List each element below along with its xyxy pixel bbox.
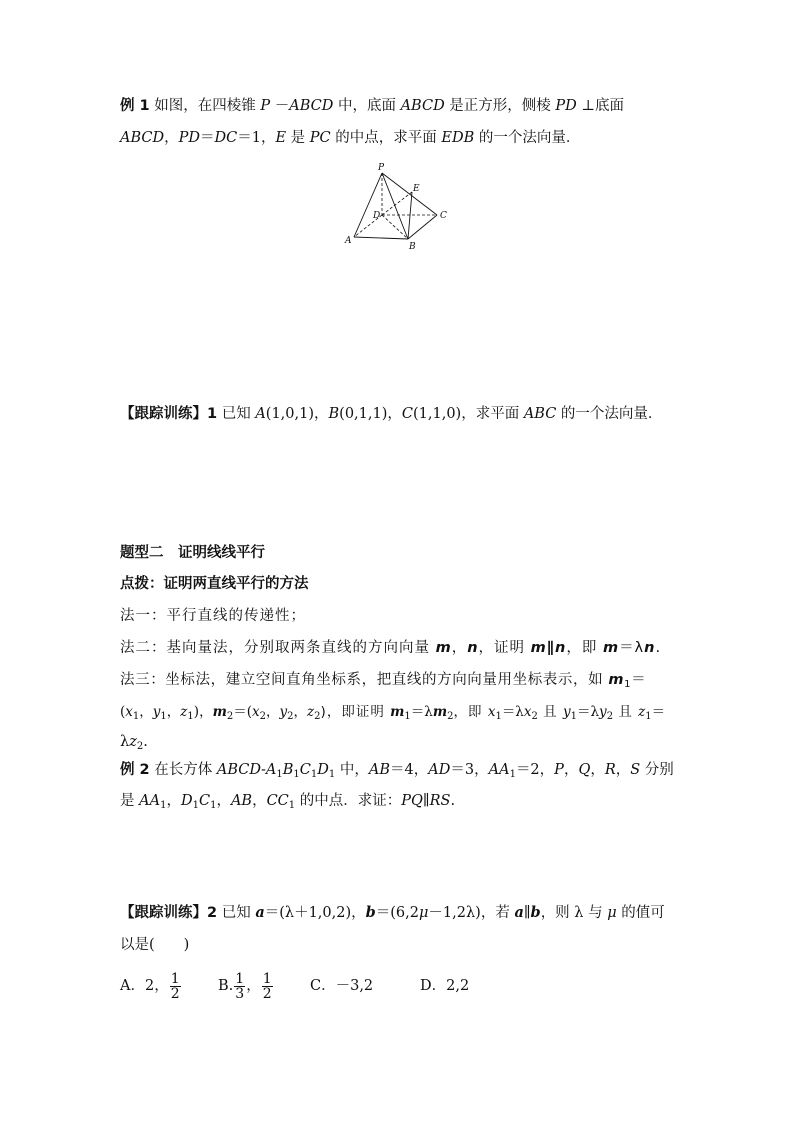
math: m	[390, 704, 405, 720]
math: x	[125, 704, 133, 720]
text: ∥	[523, 905, 531, 921]
math: a	[514, 904, 524, 921]
option-D[interactable]: D．2,2	[420, 978, 470, 994]
subscript: 2	[531, 711, 538, 722]
text: ，	[615, 762, 631, 778]
text: ∥	[422, 793, 430, 809]
example1-label: 例 1	[120, 98, 150, 114]
math: A	[265, 762, 277, 778]
math: ABCD	[289, 98, 334, 114]
math: R	[604, 762, 616, 778]
math: n	[644, 640, 656, 656]
subscript: 1	[132, 711, 140, 722]
subscript: 1	[495, 711, 502, 722]
math: m	[432, 704, 448, 720]
subscript: 1	[288, 800, 296, 811]
text: .	[450, 793, 456, 809]
text: ，证明	[478, 640, 531, 656]
math: AB	[230, 793, 253, 809]
denominator: 3	[235, 985, 245, 1002]
text: 且	[537, 704, 563, 720]
math: x	[487, 704, 496, 720]
method1: 法一：平行直线的传递性；	[120, 608, 306, 624]
text: ，则 λ 与	[540, 905, 608, 921]
method3-line2	[120, 702, 665, 722]
math: C	[401, 406, 413, 422]
subscript: 2	[287, 711, 294, 722]
math: AD	[428, 762, 451, 778]
example2-line2	[120, 791, 455, 811]
text: 的值可	[616, 905, 665, 921]
math: PQ	[401, 793, 423, 809]
text: )，即证明	[320, 704, 391, 720]
math: z	[307, 704, 315, 720]
math: μ	[607, 905, 617, 921]
text: ＝(6,2	[375, 905, 419, 921]
example2-line1	[120, 760, 674, 780]
text: 法三：坐标法，建立空间直角坐标系，把直线的方向向量用坐标表示，如	[120, 672, 609, 688]
text: 中，底面	[333, 98, 401, 114]
text: －	[270, 98, 290, 114]
math: EDB	[441, 130, 475, 146]
subscript: 1	[160, 800, 167, 811]
text: ，	[166, 793, 181, 809]
math: ABC	[523, 406, 557, 422]
text: ＝	[651, 704, 666, 720]
math: AB	[368, 762, 391, 778]
math: AA	[139, 793, 161, 809]
math: C	[198, 793, 211, 809]
math: AA	[488, 762, 510, 778]
text: ＝λ	[576, 704, 600, 720]
math: m∥n	[530, 640, 567, 656]
section2-title: 题型二 证明线线平行	[120, 545, 265, 561]
math: P	[554, 762, 564, 778]
subscript: 1	[187, 711, 194, 722]
math: D	[317, 762, 329, 778]
text: ，即	[566, 640, 603, 656]
math: S	[630, 762, 641, 778]
text: (1,0,1)，	[265, 406, 329, 422]
label-E: E	[413, 184, 420, 194]
label-D: D	[373, 211, 381, 221]
math: y	[599, 704, 607, 720]
denominator: 2	[262, 985, 272, 1002]
math: y	[279, 704, 288, 720]
text: 已知	[217, 406, 256, 422]
text: 且	[613, 704, 639, 720]
edge-DB	[382, 215, 408, 239]
method2	[120, 638, 661, 658]
method3-line1	[120, 670, 646, 690]
text: ＝1，	[237, 130, 276, 146]
fraction	[262, 972, 273, 1001]
edge-BC	[408, 215, 437, 239]
text: .	[143, 734, 148, 750]
text: ，	[164, 130, 179, 146]
text: (1,1,0)，求平面	[413, 406, 524, 422]
subscript: 1	[310, 769, 318, 780]
math: m	[608, 672, 625, 688]
math: m	[435, 640, 452, 656]
option-B[interactable]	[218, 966, 274, 1006]
subscript: 1	[276, 769, 283, 780]
text: －1,2λ)，若	[428, 905, 515, 921]
math: m	[602, 640, 620, 656]
numerator: 1	[262, 970, 272, 987]
method3-line3	[120, 732, 148, 752]
subscript: 1	[210, 800, 217, 811]
text: 已知	[217, 905, 256, 921]
text: λ	[120, 734, 130, 750]
math: y	[152, 704, 161, 720]
fraction	[234, 972, 245, 1001]
text: ，	[252, 793, 267, 809]
text: ＝(	[233, 704, 253, 720]
subscript: 1	[160, 711, 167, 722]
math: D	[180, 793, 193, 809]
subscript: 1	[192, 800, 199, 811]
training2-line1	[120, 903, 665, 923]
text: .	[655, 640, 662, 656]
text: ，	[451, 640, 468, 656]
math: B	[282, 762, 294, 778]
edge-AB	[354, 237, 408, 239]
math: m	[212, 704, 227, 720]
math: B	[328, 406, 340, 422]
text: ＝4，	[390, 762, 429, 778]
math: x	[523, 704, 532, 720]
text: ，	[590, 762, 605, 778]
math: Q	[578, 762, 591, 778]
subscript: 2	[136, 741, 144, 752]
section2-tip: 点拨：证明两直线平行的方法	[120, 576, 309, 592]
text: ＝(λ＋1,0,2)，	[264, 905, 366, 921]
training2-line2: 以是( )	[120, 937, 190, 953]
math: ABCD	[216, 762, 261, 778]
subscript: 2	[447, 711, 454, 722]
text: ，	[563, 762, 579, 778]
subscript: 2	[259, 711, 267, 722]
math: C	[299, 762, 311, 778]
text: ＝λ	[501, 704, 524, 720]
text: ⊥底面	[576, 98, 625, 114]
text: ＝	[200, 130, 215, 146]
text: 的中点．求证：	[295, 793, 402, 809]
math: P	[260, 98, 271, 114]
text: 是	[286, 130, 310, 146]
subscript: 2	[314, 711, 321, 722]
text: ，	[166, 704, 181, 720]
training1-line	[120, 404, 662, 424]
text: 的一个法向量．	[556, 406, 663, 422]
math: z	[638, 704, 646, 720]
math: PD	[178, 130, 201, 146]
math: a	[255, 904, 265, 921]
math: y	[562, 704, 571, 720]
math: CC	[266, 793, 289, 809]
text: ＝2，	[515, 762, 555, 778]
text: 如图，在四棱锥	[154, 98, 261, 114]
subscript: 1	[404, 711, 411, 722]
subscript: 2	[606, 711, 614, 722]
math: ABCD	[400, 98, 445, 114]
text: (0,1,1)，	[339, 406, 402, 422]
label-C: C	[440, 211, 447, 221]
edge-BE	[408, 192, 412, 239]
text: ＝λ	[619, 640, 645, 656]
training1-label: 【跟踪训练】1	[120, 406, 218, 422]
example1-line2	[120, 128, 580, 148]
pyramid-figure	[340, 160, 460, 255]
subscript: 1	[645, 711, 652, 722]
math: PC	[309, 130, 331, 146]
text: 是正方形，侧棱	[444, 98, 556, 114]
math: ABCD	[120, 130, 165, 146]
numerator: 1	[235, 970, 245, 987]
text: (	[120, 704, 126, 720]
subscript: 1	[624, 679, 632, 690]
math: E	[275, 130, 287, 146]
subscript: 1	[293, 769, 300, 780]
text: 分别	[640, 762, 674, 778]
text: ，即	[453, 704, 488, 720]
math: n	[467, 640, 479, 656]
text: 的中点，求平面	[330, 130, 442, 146]
text: ，	[266, 704, 280, 720]
subscript: 1	[328, 769, 336, 780]
math: x	[252, 704, 260, 720]
numerator: 1	[170, 970, 180, 987]
text: ＝λ	[410, 704, 433, 720]
math: RS	[429, 793, 451, 809]
text: 的一个法向量．	[474, 130, 581, 146]
math: A	[255, 406, 266, 422]
math: PD	[555, 98, 577, 114]
label-B: B	[409, 242, 416, 252]
math: μ	[418, 905, 429, 921]
text: ，	[139, 704, 153, 720]
math: z	[180, 704, 188, 720]
text: 是	[120, 793, 140, 809]
separator: ，	[246, 978, 261, 994]
edge-PA	[354, 173, 382, 237]
subscript: 1	[509, 769, 516, 780]
option-A-label: A．2，	[120, 978, 169, 994]
math: z	[129, 734, 137, 750]
text: 中，	[335, 762, 369, 778]
text: ，	[216, 793, 231, 809]
subscript: 1	[570, 711, 577, 722]
text: ，	[293, 704, 308, 720]
denominator: 2	[170, 985, 180, 1002]
option-A[interactable]	[120, 966, 182, 1006]
math: b	[365, 904, 376, 921]
text: 法二：基向量法，分别取两条直线的方向向量	[120, 640, 436, 656]
option-B-label: B.	[218, 978, 234, 994]
training2-label: 【跟踪训练】2	[120, 905, 218, 921]
example1-line1	[120, 96, 624, 116]
fraction	[170, 972, 181, 1001]
option-C[interactable]: C．－3,2	[310, 978, 374, 994]
label-A: A	[345, 236, 352, 246]
subscript: 2	[226, 711, 234, 722]
text: -	[260, 762, 266, 778]
label-P: P	[378, 163, 385, 173]
text: )，	[193, 704, 213, 720]
text: ＝	[631, 672, 647, 688]
math: b	[530, 904, 541, 921]
text: ＝3，	[450, 762, 489, 778]
math: DC	[214, 130, 238, 146]
example2-label: 例 2	[120, 762, 150, 778]
text: 在长方体	[149, 762, 217, 778]
